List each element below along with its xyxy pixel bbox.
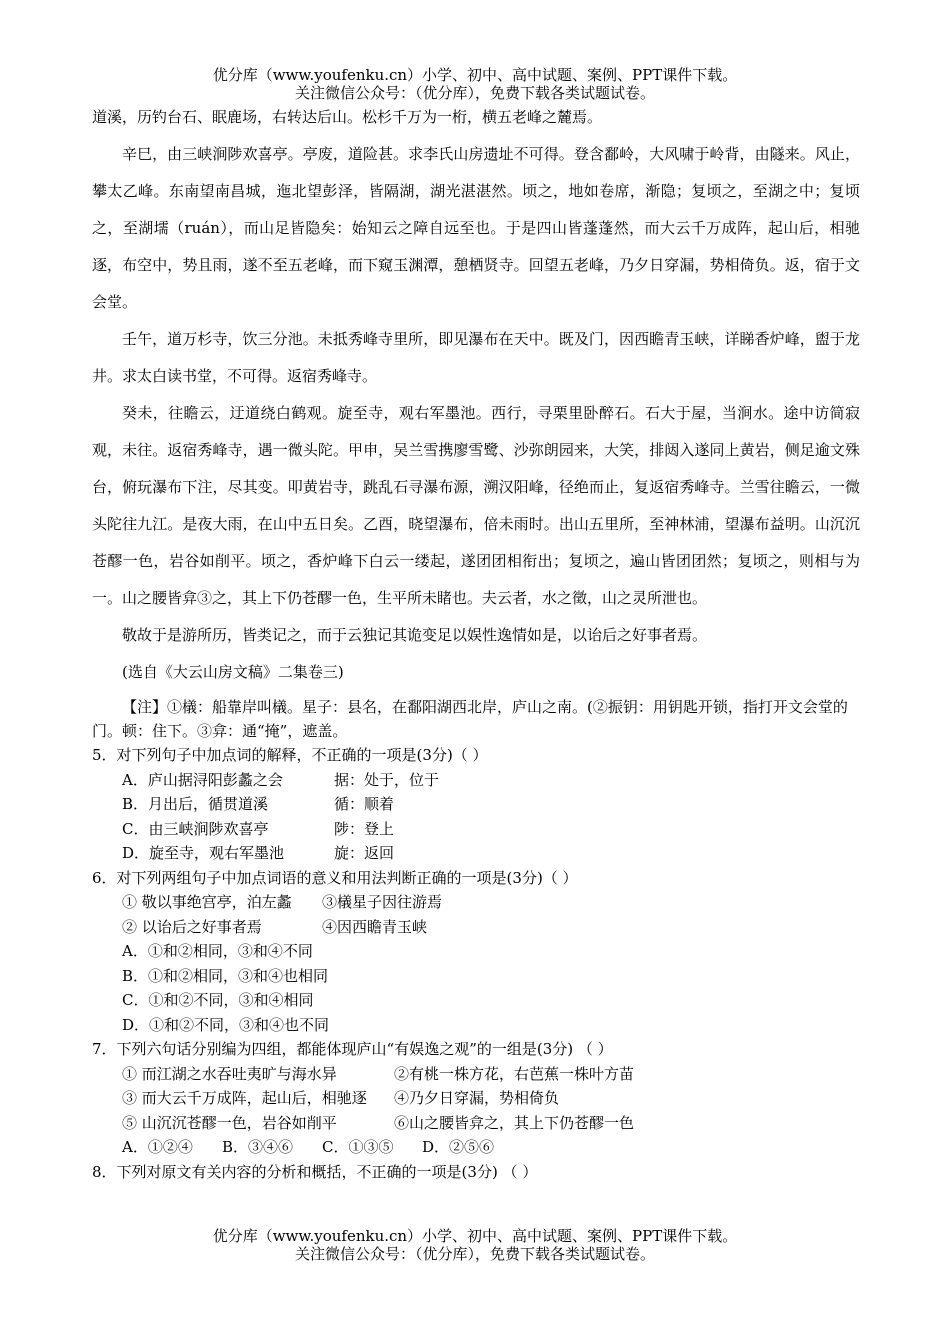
passage-paragraph-0: 道溪，历钓台石、眠鹿场，右转达后山。松杉千万为一桁，横五老峰之麓焉。 (92, 108, 603, 126)
passage-paragraph-4: 敬故于是游所历，皆类记之，而于云独记其诡变足以娱性逸情如是，以诒后之好事者焉。 (122, 626, 708, 644)
question-7-row-3: ⑤ 山沉沉苍醪一色，岩谷如削平 ⑥山之腰皆弇之，其上下仍苍醪一色 (122, 1113, 635, 1132)
passage-paragraph-1: 辛巳，由三峡涧陟欢喜亭。亭废，道险甚。求李氏山房遗址不可得。登含鄱岭，大风啸于岭背，由隧来。风止，攀太乙峰。东南望南昌城，迤北望彭泽，皆隔湖，湖光湛湛然。顷之，地如卷席，渐隐；复顷之，至湖之中；复顷之，至湖壖（ruán），而山足皆隐矣：始知云之障自远至也。于是四山皆蓬蓬然，而大云千万成阵，起山后，相驰逐，布空中，势且雨，遂不至五老峰，而下窥玉渊潭，憩栖贤寺。回望五老峰，乃夕日穿漏，势相倚负。返，宿于文会堂。 (92, 145, 860, 311)
question-5-option-d: D．旋至寺，观右军墨池 旋：返回 (122, 844, 395, 862)
question-7-choice-b: B．③④⑥ (222, 1138, 294, 1156)
page-header (0, 66, 950, 102)
question-5-option-b: B．月出后，循贯道溪 循：顺着 (122, 795, 395, 813)
question-7-choice-c: C．①③⑤ (322, 1138, 394, 1156)
question-6-pair-1: ① 敬以事绝宫亭，泊左蠡 ③檥星子因往游焉 (122, 893, 443, 911)
question-8 (92, 1160, 860, 1185)
question-7-choices (92, 1135, 860, 1160)
question-6-option-b: B．①和②相同，③和④也相同 (122, 966, 329, 985)
passage-source: (选自《大云山房文稿》二集卷三) (122, 663, 344, 681)
question-6-pair-2: ② 以诒后之好事者焉 ④因西瞻青玉峡 (122, 917, 428, 936)
question-7-row-1: ① 而江湖之水吞吐夷旷与海水异 ②有桃一株方花，右芭蕉一株叶方苗 (122, 1064, 635, 1083)
annotation-note: 【注】①檥：船靠岸叫檥。星子：县名，在鄱阳湖西北岸，庐山之南。(②振钥：用钥匙开锁，指打开文会堂的门。顿：住下。③弇：通“掩”，遮盖。 (92, 698, 848, 740)
question-6-option-c: C．①和②不同，③和④相同 (122, 991, 314, 1009)
question-8-stem: 8．下列对原文有关内容的分析和概括，不正确的一项是(3分) （ ） (92, 1162, 538, 1181)
question-6-option-a: A．①和②相同，③和④不同 (122, 942, 313, 960)
footer-line-1: 优分库（www.youfenku.cn）小学、初中、高中试题、案例、PPT课件下载。 (212, 1227, 738, 1245)
question-6 (92, 866, 860, 1038)
question-7 (92, 1037, 860, 1160)
page-body (92, 105, 860, 1184)
question-5-stem: 5．对下列句子中加点词的解释，不正确的一项是(3分)（ ） (92, 746, 488, 764)
question-5-option-c: C．由三峡涧陟欢喜亭 陟：登上 (122, 819, 395, 838)
question-7-stem: 7．下列六句话分别编为四组，都能体现庐山“有娱逸之观”的一组是(3分) （ ） (92, 1040, 613, 1058)
passage-paragraph-2: 壬午，道万杉寺，饮三分池。未抵秀峰寺里所，即见瀑布在天中。既及门，因西瞻青玉峡，详睇香炉峰，盥于龙井。求太白读书堂，不可得。返宿秀峰寺。 (92, 330, 860, 385)
question-7-choice-a: A．①②④ (122, 1138, 193, 1156)
footer-line-2: 关注微信公众号：（优分库），免费下载各类试题试卷。 (294, 1245, 655, 1263)
question-7-choice-d: D．②⑤⑥ (422, 1138, 495, 1156)
question-5-option-a: A．庐山据浔阳彭蠡之会 据：处于，位于 (122, 770, 440, 789)
passage-paragraph-3: 癸未，往瞻云，迂道绕白鹤观。旋至寺，观右军墨池。西行，寻栗里卧醉石。石大于屋，当涧水。途中访简寂观，未往。返宿秀峰寺，遇一微头陀。甲申，吴兰雪携廖雪鹭、沙弥朗园来，大笑，排闼入遂同上黄岩，侧足逾文殊台，俯玩瀑布下注，尽其变。叩黄岩寺，跳乱石寻瀑布源，溯汉阳峰，径绝而止，复返宿秀峰寺。兰雪往瞻云，一微头陀往九江。是夜大雨，在山中五日矣。乙酉，晓望瀑布，倍未雨时。出山五里所，至神林浦，望瀑布益明。山沉沉苍醪一色，岩谷如削平。顷之，香炉峰下白云一缕起，遂团团相衔出；复顷之，遍山皆团团然；复顷之，则相与为一。山之腰皆弇③之，其上下仍苍醪一色，生平所未睹也。夫云者，水之徵，山之灵所泄也。 (92, 404, 860, 607)
question-6-option-d: D．①和②不同，③和④也不同 (122, 1015, 330, 1034)
question-7-row-2: ③ 而大云千万成阵，起山后，相驰逐 ④乃夕日穿漏，势相倚负 (122, 1089, 560, 1107)
page-footer (0, 1227, 950, 1263)
header-line-1: 优分库（www.youfenku.cn）小学、初中、高中试题、案例、PPT课件下载。 (212, 66, 738, 84)
header-line-2: 关注微信公众号：（优分库），免费下载各类试题试卷。 (294, 84, 655, 102)
question-6-stem: 6．对下列两组句子中加点词语的意义和用法判断正确的一项是(3分)（ ） (92, 868, 578, 887)
question-5 (92, 743, 860, 866)
